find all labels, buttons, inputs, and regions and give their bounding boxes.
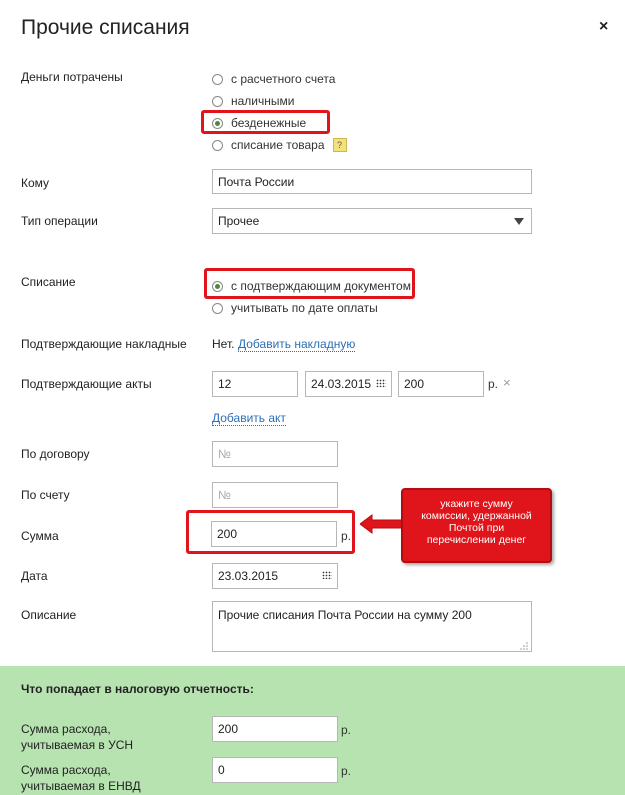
callout-line: комиссии, удержанной	[421, 510, 532, 522]
operation-type-value: Прочее	[218, 214, 260, 228]
envd-label-line: учитываемая в ЕНВД	[21, 779, 141, 793]
radio-label: с расчетного счета	[231, 72, 336, 86]
radio-selected-icon	[212, 281, 223, 292]
sum-label: Сумма	[21, 529, 59, 543]
calendar-icon[interactable]	[322, 571, 332, 579]
radio-circle-icon	[212, 140, 223, 151]
description-label: Описание	[21, 608, 77, 622]
write-off-label: Списание	[21, 275, 76, 289]
usn-label-line: учитываемая в УСН	[21, 738, 134, 752]
radio-label: с подтверждающим документом	[231, 279, 411, 293]
currency-label: р.	[488, 377, 499, 391]
currency-label: р.	[341, 529, 352, 543]
description-value: Прочие списания Почта России на сумму 200	[218, 608, 472, 622]
callout-line: перечислении денег	[426, 534, 527, 546]
help-icon[interactable]: ?	[333, 138, 347, 152]
radio-bank-account[interactable]	[212, 72, 335, 86]
callout-line: укажите сумму	[440, 498, 513, 510]
radio-by-payment-date[interactable]	[212, 301, 378, 315]
currency-label: р.	[341, 723, 352, 737]
envd-label-line: Сумма расхода,	[21, 763, 111, 777]
contract-label: По договору	[21, 447, 90, 461]
acts-label: Подтверждающие акты	[21, 377, 152, 391]
act-number-input[interactable]: 12	[212, 371, 298, 397]
radio-selected-icon	[212, 118, 223, 129]
usn-input[interactable]: 200	[212, 716, 338, 742]
to-whom-input[interactable]: Почта России	[212, 169, 532, 194]
invoices-label: Подтверждающие накладные	[21, 337, 187, 351]
radio-goods-writeoff[interactable]	[212, 138, 347, 152]
envd-input[interactable]: 0	[212, 757, 338, 783]
radio-label: безденежные	[231, 116, 307, 130]
money-spent-label: Деньги потрачены	[21, 70, 123, 84]
invoices-value: Нет.	[212, 337, 235, 351]
dialog-title: Прочие списания	[21, 16, 190, 39]
act-date-input[interactable]	[305, 371, 392, 397]
usn-label	[21, 721, 133, 753]
callout-line: Почтой при	[448, 522, 505, 534]
radio-circle-icon	[212, 74, 223, 85]
currency-label: р.	[341, 764, 352, 778]
operation-type-label: Тип операции	[21, 214, 98, 228]
radio-cash[interactable]	[212, 94, 294, 108]
sum-input[interactable]: 200	[211, 521, 337, 547]
tax-section-title: Что попадает в налоговую отчетность:	[21, 682, 254, 696]
remove-act-icon[interactable]: ×	[503, 375, 511, 390]
close-icon[interactable]: ×	[599, 18, 609, 35]
add-act-link[interactable]: Добавить акт	[212, 411, 286, 425]
act-amount-input[interactable]: 200	[398, 371, 484, 397]
radio-label: учитывать по дате оплаты	[231, 301, 378, 315]
date-label: Дата	[21, 569, 48, 583]
contract-input[interactable]: №	[212, 441, 338, 467]
callout-arrow	[360, 514, 404, 534]
add-invoice-link[interactable]: Добавить накладную	[238, 337, 356, 351]
date-value: 23.03.2015	[218, 569, 279, 583]
radio-non-cash[interactable]	[212, 116, 306, 130]
radio-label: наличными	[231, 94, 295, 108]
resize-handle-icon[interactable]	[520, 641, 529, 650]
instruction-callout	[401, 488, 552, 563]
calendar-icon[interactable]	[376, 379, 386, 387]
radio-circle-icon	[212, 303, 223, 314]
usn-label-line: Сумма расхода,	[21, 722, 111, 736]
date-input[interactable]	[212, 563, 338, 589]
radio-circle-icon	[212, 96, 223, 107]
radio-label: списание товара	[231, 138, 325, 152]
chevron-down-icon	[514, 218, 524, 225]
act-date-value: 24.03.2015	[311, 377, 372, 391]
operation-type-select[interactable]	[212, 208, 532, 234]
radio-with-document[interactable]	[212, 279, 411, 293]
bill-label: По счету	[21, 488, 70, 502]
to-whom-label: Кому	[21, 176, 50, 190]
bill-input[interactable]: №	[212, 482, 338, 508]
envd-label	[21, 762, 141, 794]
description-textarea[interactable]	[212, 601, 532, 652]
